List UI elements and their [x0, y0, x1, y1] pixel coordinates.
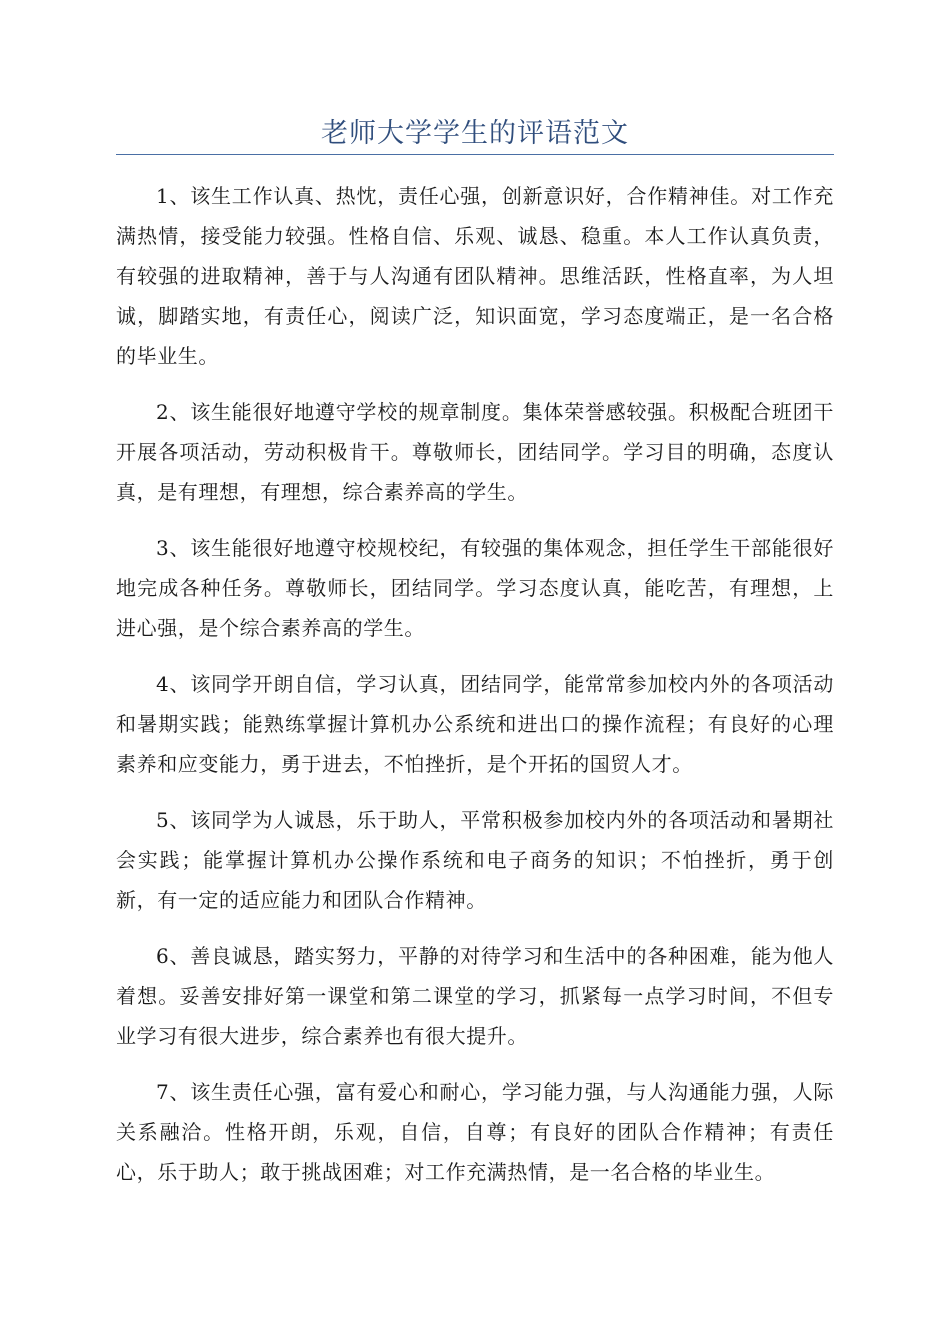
paragraph-1: 1、该生工作认真、热忱，责任心强，创新意识好，合作精神佳。对工作充满热情，接受能力较强。性格自信、乐观、诚恳、稳重。本人工作认真负责，有较强的进取精神，善于与人沟通有团队精神。思维活跃，性格直率，为人坦诚，脚踏实地，有责任心，阅读广泛，知识面宽，学习态度端正，是一名合格的毕业生。 [116, 184, 834, 368]
document-title: 老师大学学生的评语范文 [321, 118, 629, 149]
paragraph-3: 3、该生能很好地遵守校规校纪，有较强的集体观念，担任学生干部能很好地完成各种任务。尊敬师长，团结同学。学习态度认真，能吃苦，有理想，上进心强，是个综合素养高的学生。 [116, 536, 834, 640]
paragraph-6: 6、善良诚恳，踏实努力，平静的对待学习和生活中的各种困难，能为他人着想。妥善安排好第一课堂和第二课堂的学习，抓紧每一点学习时间，不但专业学习有很大进步，综合素养也有很大提升。 [116, 944, 834, 1048]
paragraph-2: 2、该生能很好地遵守学校的规章制度。集体荣誉感较强。积极配合班团干开展各项活动，劳动积极肯干。尊敬师长，团结同学。学习目的明确，态度认真，是有理想，有理想，综合素养高的学生。 [116, 400, 834, 504]
title-underline [116, 154, 834, 155]
paragraph-7: 7、该生责任心强，富有爱心和耐心，学习能力强，与人沟通能力强，人际关系融洽。性格开朗，乐观，自信，自尊；有良好的团队合作精神；有责任心，乐于助人；敢于挑战困难；对工作充满热情，是一名合格的毕业生。 [116, 1080, 834, 1184]
document-body [116, 176, 834, 1208]
paragraph-5: 5、该同学为人诚恳，乐于助人，平常积极参加校内外的各项活动和暑期社会实践；能掌握计算机办公操作系统和电子商务的知识；不怕挫折，勇于创新，有一定的适应能力和团队合作精神。 [116, 808, 834, 912]
paragraph-4: 4、该同学开朗自信，学习认真，团结同学，能常常参加校内外的各项活动和暑期实践；能熟练掌握计算机办公系统和进出口的操作流程；有良好的心理素养和应变能力，勇于进去，不怕挫折，是个开拓的国贸人才。 [116, 672, 834, 776]
